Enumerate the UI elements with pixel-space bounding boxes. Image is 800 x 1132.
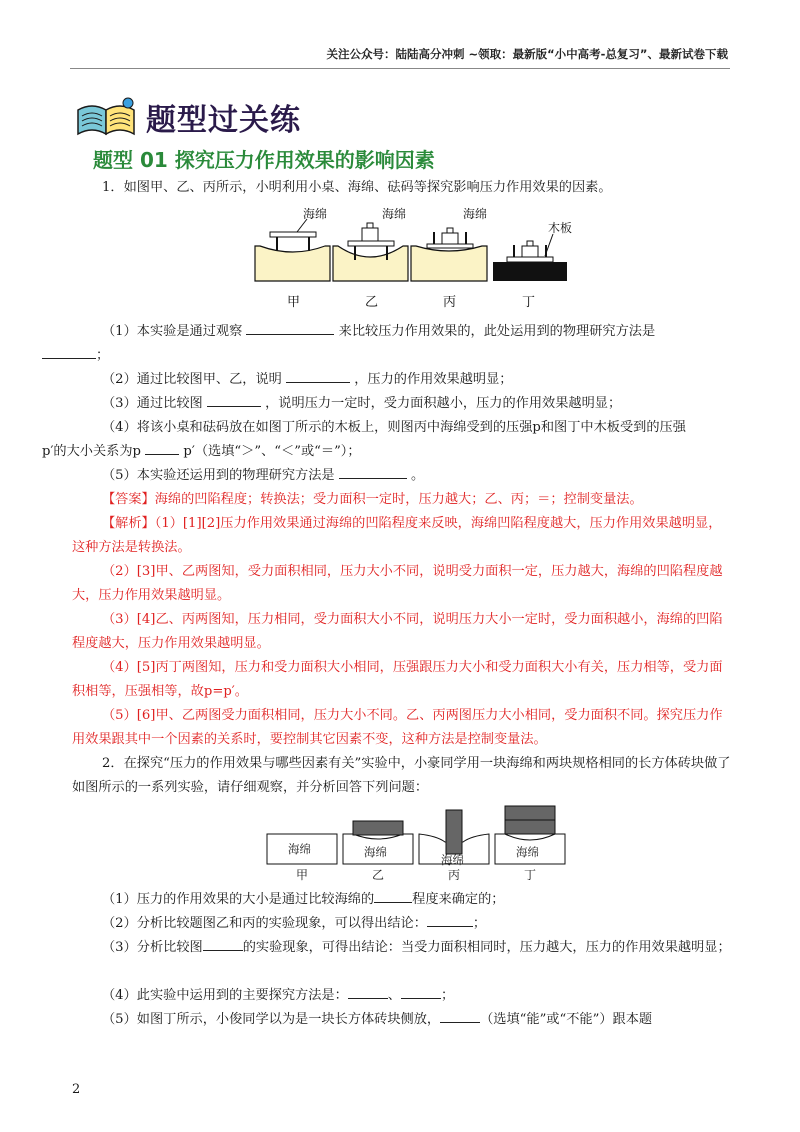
q2-sub2-text-b: ； bbox=[472, 916, 487, 931]
q1-analysis-2: （2）[3]甲、乙两图知，受力面积相同，压力大小不同，说明受力面积一定，压力越大，海绵的凹陷程度越大，压力作用效果越明显。 bbox=[72, 564, 723, 603]
q1-blank-2[interactable] bbox=[42, 345, 96, 359]
q1-sub4-text-c: p′（选填“＞”、“＜”或“＝”）； bbox=[183, 444, 361, 459]
q1-figure-caption-3: 丙 bbox=[443, 295, 457, 310]
q1-sub1-text-c: ； bbox=[96, 348, 110, 363]
q2-figure-label-4: 海绵 bbox=[516, 845, 539, 859]
q2-sub4-text-a: （4）此实验中运用到的主要探究方法是： bbox=[102, 988, 348, 1003]
q1-figure bbox=[245, 206, 575, 316]
q2-sub5 bbox=[72, 1008, 732, 1032]
q2-sub4-text-b: 、 bbox=[387, 988, 401, 1003]
title-banner bbox=[74, 94, 301, 140]
q2-sub4-text-c: ； bbox=[440, 988, 455, 1003]
q2-sub3-text-b: 的实验现象，可得出结论：当受力面积相同时，压力越大，压力的作用效果越明显； bbox=[242, 940, 731, 955]
q1-sub5-text-b: 。 bbox=[410, 468, 425, 483]
q1-sub1-text-b: 来比较压力作用效果的，此处运用到的物理研究方法是 bbox=[338, 324, 656, 339]
q1-figure-label-3: 海绵 bbox=[463, 207, 488, 221]
q1-sub2-text-b: ，压力的作用效果越明显； bbox=[354, 372, 513, 387]
header-note: 关注公众号：陆陆高分冲刺 ~领取：最新版“小中高考-总复习”、最新试卷下载 bbox=[326, 47, 728, 61]
q1-sub2 bbox=[72, 368, 732, 392]
q1-figure-label-2: 海绵 bbox=[382, 207, 407, 221]
q1-figure-caption-4: 丁 bbox=[522, 295, 536, 310]
q1-sub4-text-b: p′的大小关系为p bbox=[42, 444, 142, 459]
book-icon bbox=[74, 96, 140, 138]
q1-sub5-text-a: （5）本实验还运用到的物理研究方法是 bbox=[102, 468, 335, 483]
q1-analysis-5: （5）[6]甲、乙两图受力面积相同，压力大小不同。乙、丙两图压力大小相同，受力面积不同。探究压力作用效果跟其中一个因素的关系时，要控制其它因素不变，这种方法是控制变量法。 bbox=[72, 708, 723, 747]
q2-blank-3[interactable] bbox=[203, 937, 243, 951]
section-heading: 题型 01 探究压力作用效果的影响因素 bbox=[93, 148, 435, 172]
q1-analysis-3: （3）[4]乙、丙两图知，压力相同，受力面积大小不同，说明压力大小一定时，受力面积越小，海绵的凹陷程度越大，压力作用效果越明显。 bbox=[72, 612, 723, 651]
q2-figure-caption-3: 丙 bbox=[448, 868, 461, 882]
q1-sub3 bbox=[72, 392, 732, 416]
q1-sub2-text-a: （2）通过比较图甲、乙，说明 bbox=[102, 372, 282, 387]
q2-sub1-text-b: 程度来确定的； bbox=[412, 892, 505, 907]
q1-figure-label-4: 木板 bbox=[548, 221, 573, 235]
q2-blank-1[interactable] bbox=[374, 889, 412, 903]
q1-figure-caption-1: 甲 bbox=[287, 295, 301, 310]
q1-blank-3[interactable] bbox=[286, 369, 350, 383]
q1-blank-4[interactable] bbox=[207, 393, 261, 407]
q2-sub2-text-a: （2）分析比较题图乙和丙的实验现象，可以得出结论： bbox=[102, 916, 427, 931]
q1-analysis-4: （4）[5]丙丁两图知，压力和受力面积大小相同，压强跟压力大小和受力面积大小有关，压力相等，受力面积相等，压强相等，故p=p′。 bbox=[72, 660, 723, 699]
q1-sub4-text-a: （4）将该小桌和砝码放在如图丁所示的木板上，则图丙中海绵受到的压强p和图丁中木板受到的压强 bbox=[102, 420, 686, 435]
q1-sub1 bbox=[72, 320, 732, 368]
q1-blank-5[interactable] bbox=[145, 441, 179, 455]
q2-figure-label-1: 海绵 bbox=[288, 842, 311, 856]
q1-sub1-text-a: （1）本实验是通过观察 bbox=[102, 324, 243, 339]
q2-sub1-text-a: （1）压力的作用效果的大小是通过比较海绵的 bbox=[102, 892, 375, 907]
q1-sub3-text-b: ，说明压力一定时，受力面积越小，压力的作用效果越明显； bbox=[265, 396, 622, 411]
q1-sub3-text-a: （3）通过比较图 bbox=[102, 396, 203, 411]
header-divider bbox=[70, 68, 730, 69]
q2-figure-caption-2: 乙 bbox=[372, 868, 385, 882]
banner-title: 题型过关练 bbox=[146, 103, 301, 138]
q1-blank-6[interactable] bbox=[339, 465, 407, 479]
q2-figure-caption-4: 丁 bbox=[524, 868, 537, 882]
q2-figure-caption-1: 甲 bbox=[296, 868, 309, 882]
q2-sub4 bbox=[72, 984, 732, 1008]
q2-figure-label-2: 海绵 bbox=[364, 845, 387, 859]
q2-blank-2[interactable] bbox=[427, 913, 473, 927]
q1-blank-1[interactable] bbox=[246, 321, 334, 335]
q1-sub5 bbox=[72, 464, 732, 488]
q1-figure-label-1: 海绵 bbox=[303, 207, 328, 221]
page-number: 2 bbox=[72, 1082, 81, 1097]
q1-analysis-1: 【解析】（1）[1][2]压力作用效果通过海绵的凹陷程度来反映，海绵凹陷程度越大，压力作用效果越明显，这种方法是转换法。 bbox=[72, 516, 722, 555]
q2-sub2 bbox=[72, 912, 732, 936]
q2-figure bbox=[265, 800, 570, 882]
q2-blank-4[interactable] bbox=[348, 985, 388, 999]
q2-stem: 2．在探究“压力的作用效果与哪些因素有关”实验中，小豪同学用一块海绵和两块规格相同的长方体砖块做了如图所示的一系列实验，请仔细观察，并分析回答下列问题： bbox=[72, 756, 731, 795]
q2-sub5-text-b: （选填“能”或“不能”）跟本题 bbox=[480, 1012, 653, 1027]
q1-stem: 1．如图甲、乙、丙所示，小明利用小桌、海绵、砝码等探究影响压力作用效果的因素。 bbox=[102, 180, 612, 195]
q1-figure-caption-2: 乙 bbox=[365, 295, 379, 310]
q1-answer: 【答案】海绵的凹陷程度；转换法；受力面积一定时，压力越大；乙、丙；＝；控制变量法。 bbox=[102, 492, 643, 507]
q2-blank-5[interactable] bbox=[401, 985, 441, 999]
q2-figure-label-3: 海绵 bbox=[441, 853, 464, 867]
q2-sub3-text-a: （3）分析比较图 bbox=[102, 940, 203, 955]
q2-sub3 bbox=[72, 936, 732, 960]
q2-sub1 bbox=[72, 888, 732, 912]
q2-sub5-text-a: （5）如图丁所示，小俊同学以为是一块长方体砖块侧放， bbox=[102, 1012, 441, 1027]
q1-sub4 bbox=[42, 416, 732, 464]
q2-blank-6[interactable] bbox=[440, 1009, 480, 1023]
